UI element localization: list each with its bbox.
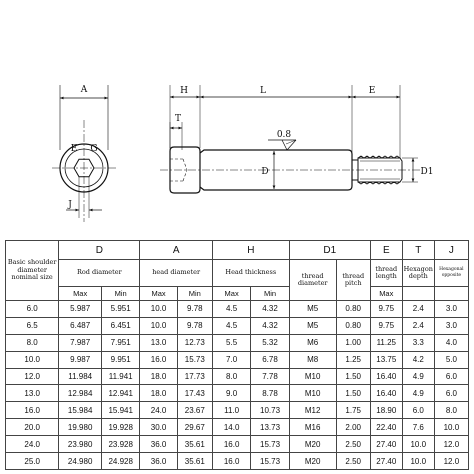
- label-h: H: [180, 86, 188, 96]
- unit-d-max: Max: [59, 287, 102, 301]
- table-row: [6, 334, 469, 351]
- cell-hexagonal-opposite: 3.0: [434, 301, 468, 318]
- cell-a-max: 24.0: [140, 402, 177, 419]
- cell-basic-size: 13.0: [6, 385, 59, 402]
- cell-hexagonal-opposite: 12.0: [434, 453, 468, 470]
- cell-a-max: 16.0: [140, 351, 177, 368]
- cell-thread-length: 22.40: [370, 419, 402, 436]
- cell-hexagon-depth: 7.6: [402, 419, 434, 436]
- cell-thread-diameter: M20: [289, 436, 336, 453]
- unit-t-blank: [402, 287, 434, 301]
- unit-j-blank: [434, 287, 468, 301]
- cell-thread-diameter: M10: [289, 385, 336, 402]
- cell-hexagon-depth: 4.9: [402, 368, 434, 385]
- cell-hexagon-depth: 2.4: [402, 301, 434, 318]
- table-row: [6, 368, 469, 385]
- cell-thread-diameter: M10: [289, 368, 336, 385]
- hexagonal-opposite-header: Hexagonal opposite: [434, 260, 468, 287]
- cell-basic-size: 8.0: [6, 334, 59, 351]
- table-row: [6, 317, 469, 334]
- cell-d-max: 15.984: [59, 402, 102, 419]
- cell-d-min: 6.451: [101, 317, 139, 334]
- cell-a-min: 17.43: [177, 385, 212, 402]
- cell-thread-length: 9.75: [370, 301, 402, 318]
- cell-h-min: 6.78: [251, 351, 289, 368]
- cell-d-min: 9.951: [101, 351, 139, 368]
- cell-h-max: 16.0: [212, 436, 250, 453]
- cell-thread-length: 16.40: [370, 368, 402, 385]
- cell-h-min: 15.73: [251, 453, 289, 470]
- cell-a-max: 36.0: [140, 436, 177, 453]
- cell-basic-size: 20.0: [6, 419, 59, 436]
- cell-hexagon-depth: 6.0: [402, 402, 434, 419]
- cell-d-min: 24.928: [101, 453, 139, 470]
- unit-h-max: Max: [212, 287, 250, 301]
- cell-h-max: 5.5: [212, 334, 250, 351]
- cell-basic-size: 24.0: [6, 436, 59, 453]
- cell-thread-pitch: 1.75: [336, 402, 370, 419]
- end-view: [52, 85, 116, 222]
- cell-h-min: 4.32: [251, 301, 289, 318]
- cell-thread-diameter: M20: [289, 453, 336, 470]
- cell-thread-diameter: M5: [289, 301, 336, 318]
- cell-thread-pitch: 0.80: [336, 301, 370, 318]
- cell-thread-length: 13.75: [370, 351, 402, 368]
- unit-a-min: Min: [177, 287, 212, 301]
- cell-a-max: 18.0: [140, 385, 177, 402]
- cell-a-min: 9.78: [177, 301, 212, 318]
- spec-table: [5, 240, 469, 470]
- cell-thread-diameter: M5: [289, 317, 336, 334]
- col-h-desc: Head thickness: [212, 260, 289, 287]
- cell-thread-diameter: M8: [289, 351, 336, 368]
- cell-h-max: 9.0: [212, 385, 250, 402]
- thread-pitch-header: thread pitch: [336, 260, 370, 301]
- table-row: [6, 453, 469, 470]
- cell-thread-pitch: 1.25: [336, 351, 370, 368]
- cell-basic-size: 12.0: [6, 368, 59, 385]
- cell-h-max: 16.0: [212, 453, 250, 470]
- cell-h-min: 4.32: [251, 317, 289, 334]
- thread-length-header: thread length: [370, 260, 402, 287]
- col-h-symbol: H: [212, 241, 289, 260]
- col-t-symbol: T: [402, 241, 434, 260]
- label-d1: D1: [420, 167, 434, 177]
- cell-thread-length: 18.90: [370, 402, 402, 419]
- cell-d-max: 11.984: [59, 368, 102, 385]
- cell-d-max: 12.984: [59, 385, 102, 402]
- cell-a-max: 18.0: [140, 368, 177, 385]
- cell-hexagon-depth: 10.0: [402, 453, 434, 470]
- cell-hexagon-depth: 3.3: [402, 334, 434, 351]
- cell-d-max: 9.987: [59, 351, 102, 368]
- thread-diameter-header: thread diameter: [289, 260, 336, 301]
- cell-a-max: 36.0: [140, 453, 177, 470]
- cell-h-max: 4.5: [212, 317, 250, 334]
- unit-h-min: Min: [251, 287, 289, 301]
- cell-hexagonal-opposite: 12.0: [434, 436, 468, 453]
- cell-h-min: 10.73: [251, 402, 289, 419]
- label-l: L: [260, 86, 266, 96]
- cell-thread-length: 27.40: [370, 436, 402, 453]
- cell-hexagonal-opposite: 3.0: [434, 317, 468, 334]
- unit-e-max: Max: [370, 287, 402, 301]
- col-d1-symbol: D1: [289, 241, 370, 260]
- cell-h-max: 4.5: [212, 301, 250, 318]
- cell-hexagonal-opposite: 6.0: [434, 385, 468, 402]
- cell-thread-pitch: 1.50: [336, 385, 370, 402]
- basic-size-header: Basic shoulder diameter nominal size: [6, 241, 59, 301]
- cell-thread-pitch: 1.00: [336, 334, 370, 351]
- cell-h-max: 11.0: [212, 402, 250, 419]
- cell-a-max: 13.0: [140, 334, 177, 351]
- cell-basic-size: 6.5: [6, 317, 59, 334]
- cell-h-max: 14.0: [212, 419, 250, 436]
- cell-d-min: 12.941: [101, 385, 139, 402]
- cell-a-min: 17.73: [177, 368, 212, 385]
- cell-hexagonal-opposite: 4.0: [434, 334, 468, 351]
- cell-a-min: 29.67: [177, 419, 212, 436]
- cell-a-min: 9.78: [177, 317, 212, 334]
- cell-hexagonal-opposite: 10.0: [434, 419, 468, 436]
- cell-a-min: 35.61: [177, 453, 212, 470]
- cell-thread-length: 11.25: [370, 334, 402, 351]
- cell-a-max: 10.0: [140, 301, 177, 318]
- cell-hexagonal-opposite: 5.0: [434, 351, 468, 368]
- cell-d-max: 19.980: [59, 419, 102, 436]
- cell-h-max: 8.0: [212, 368, 250, 385]
- cell-thread-diameter: M12: [289, 402, 336, 419]
- roughness-symbol: [268, 130, 296, 150]
- cell-d-min: 15.941: [101, 402, 139, 419]
- cell-hexagon-depth: 4.9: [402, 385, 434, 402]
- cell-d-min: 5.951: [101, 301, 139, 318]
- cell-a-max: 10.0: [140, 317, 177, 334]
- cell-hexagon-depth: 4.2: [402, 351, 434, 368]
- col-d-symbol: D: [59, 241, 140, 260]
- cell-a-max: 30.0: [140, 419, 177, 436]
- cell-thread-length: 9.75: [370, 317, 402, 334]
- col-d-desc: Rod diameter: [59, 260, 140, 287]
- side-view: [160, 85, 433, 193]
- cell-d-max: 5.987: [59, 301, 102, 318]
- col-a-symbol: A: [140, 241, 213, 260]
- cell-thread-pitch: 2.50: [336, 436, 370, 453]
- label-e-side: E: [368, 86, 376, 96]
- table-row: [6, 419, 469, 436]
- cell-hexagon-depth: 2.4: [402, 317, 434, 334]
- cell-h-min: 13.73: [251, 419, 289, 436]
- cell-d-max: 24.980: [59, 453, 102, 470]
- label-g: G: [90, 144, 98, 154]
- unit-a-max: Max: [140, 287, 177, 301]
- table-row: [6, 385, 469, 402]
- label-e-end: E: [70, 144, 78, 154]
- cell-d-max: 6.487: [59, 317, 102, 334]
- table-body: [6, 301, 469, 470]
- cell-thread-pitch: 0.80: [336, 317, 370, 334]
- cell-thread-pitch: 1.50: [336, 368, 370, 385]
- col-j-symbol: J: [434, 241, 468, 260]
- cell-basic-size: 25.0: [6, 453, 59, 470]
- cell-a-min: 12.73: [177, 334, 212, 351]
- cell-thread-pitch: 2.50: [336, 453, 370, 470]
- cell-basic-size: 10.0: [6, 351, 59, 368]
- cell-h-min: 7.78: [251, 368, 289, 385]
- label-d: D: [261, 167, 269, 177]
- cell-d-min: 7.951: [101, 334, 139, 351]
- cell-d-min: 23.928: [101, 436, 139, 453]
- col-a-desc: head diameter: [140, 260, 213, 287]
- cell-basic-size: 6.0: [6, 301, 59, 318]
- cell-d-max: 23.980: [59, 436, 102, 453]
- cell-h-min: 8.78: [251, 385, 289, 402]
- cell-d-min: 11.941: [101, 368, 139, 385]
- table-row: [6, 402, 469, 419]
- cell-a-min: 35.61: [177, 436, 212, 453]
- cell-hexagonal-opposite: 8.0: [434, 402, 468, 419]
- label-a: A: [80, 85, 88, 95]
- cell-a-min: 23.67: [177, 402, 212, 419]
- cell-thread-length: 27.40: [370, 453, 402, 470]
- cell-thread-diameter: M6: [289, 334, 336, 351]
- cell-thread-length: 16.40: [370, 385, 402, 402]
- col-e-symbol: E: [370, 241, 402, 260]
- cell-hexagon-depth: 10.0: [402, 436, 434, 453]
- cell-thread-pitch: 2.00: [336, 419, 370, 436]
- roughness-value: 0.8: [276, 130, 292, 140]
- cell-h-min: 5.32: [251, 334, 289, 351]
- cell-basic-size: 16.0: [6, 402, 59, 419]
- hexagon-depth-header: Hexagon depth: [402, 260, 434, 287]
- table-row: [6, 301, 469, 318]
- cell-d-max: 7.987: [59, 334, 102, 351]
- table-row: [6, 351, 469, 368]
- cell-thread-diameter: M16: [289, 419, 336, 436]
- cell-hexagonal-opposite: 6.0: [434, 368, 468, 385]
- unit-d-min: Min: [101, 287, 139, 301]
- label-t: T: [174, 114, 182, 124]
- cell-a-min: 15.73: [177, 351, 212, 368]
- cell-d-min: 19.928: [101, 419, 139, 436]
- label-j: J: [68, 200, 72, 210]
- cell-h-max: 7.0: [212, 351, 250, 368]
- cell-h-min: 15.73: [251, 436, 289, 453]
- table-row: [6, 436, 469, 453]
